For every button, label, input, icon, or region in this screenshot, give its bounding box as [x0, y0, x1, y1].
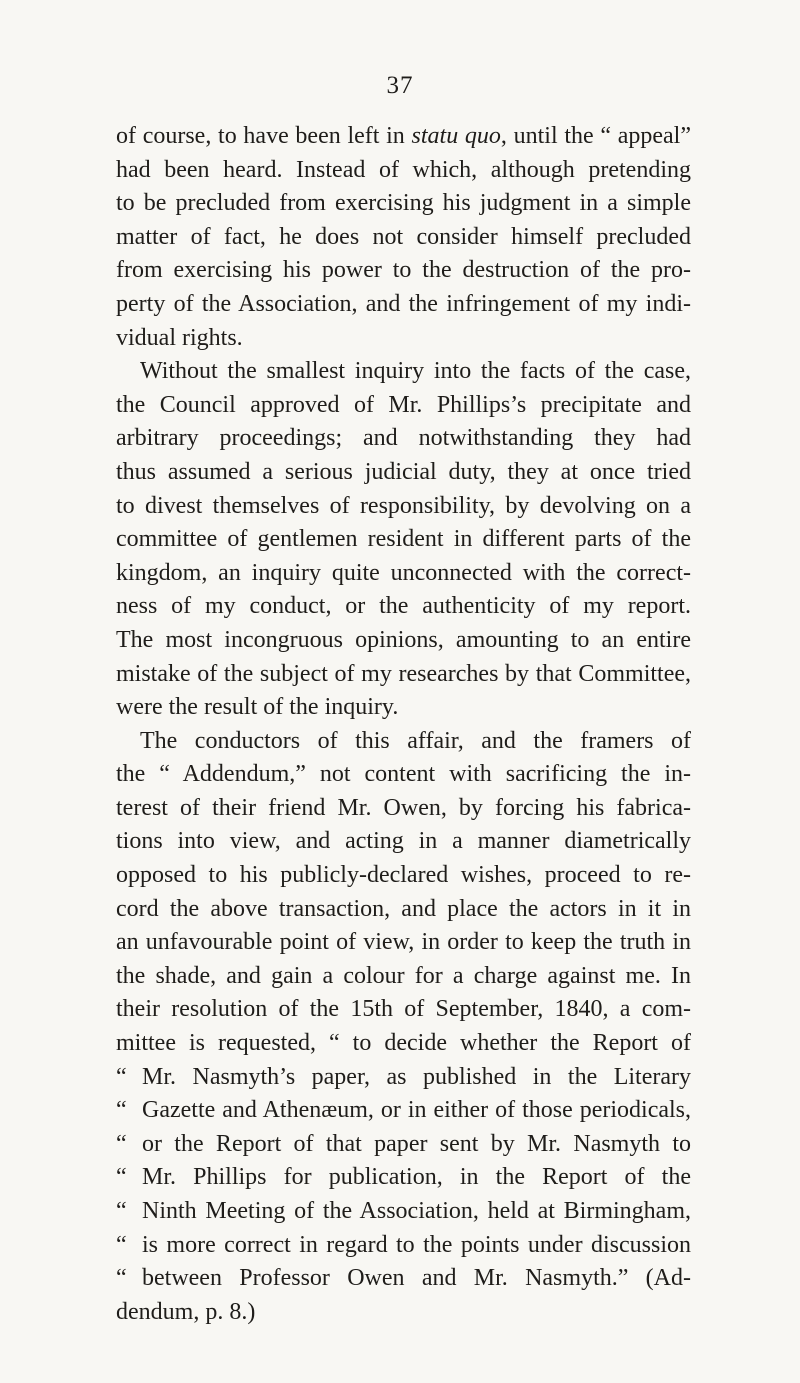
quote-mark: “ [116, 1265, 127, 1292]
quote-mark: “ [116, 1231, 127, 1258]
quote-mark: “ [116, 1130, 127, 1157]
text-line: the Council approved of Mr. Phillips’s precipitate and [116, 391, 691, 418]
paragraph [116, 355, 691, 725]
text-line: terest of their friend Mr. Owen, by forcing his fabrica- [116, 794, 691, 821]
text-line: to be precluded from exercising his judgment in a simple [116, 190, 691, 217]
text-line: committee of gentlemen resident in different parts of the [116, 526, 691, 553]
text-line: an unfavourable point of view, in order to keep the truth in [116, 929, 691, 956]
text-line: mittee is requested, “ to decide whether the Report of [116, 1030, 691, 1057]
text-line: of course, to have been left in statu quo, until the “ appeal” [116, 123, 691, 149]
text-line: The most incongruous opinions, amounting to an entire [116, 626, 691, 653]
page-number: 37 [386, 72, 414, 99]
text-line: The conductors of this affair, and the framers of [140, 727, 691, 754]
quote-mark: “ [116, 1097, 127, 1124]
text-line: opposed to his publicly-declared wishes, proceed to re- [116, 862, 691, 889]
text-line: dendum, p. 8.) [116, 1298, 256, 1325]
text-line: perty of the Association, and the infringement of my indi- [116, 290, 691, 317]
quoted-line: “ between Professor Owen and Mr. Nasmyth.” (Ad- [116, 1262, 691, 1296]
quote-mark: “ [116, 1063, 127, 1090]
text-line: the “ Addendum,” not content with sacrificing the in- [116, 761, 691, 788]
text-line: arbitrary proceedings; and notwithstanding they had [116, 425, 691, 452]
text-line: mistake of the subject of my researches by that Committee, [116, 660, 691, 687]
quoted-line: “ Mr. Nasmyth’s paper, as published in the Literary [116, 1061, 691, 1095]
text-line: tions into view, and acting in a manner diametrically [116, 828, 691, 855]
quoted-line: “ is more correct in regard to the points under discussion [116, 1229, 691, 1263]
paragraph [116, 120, 691, 355]
text-line: ness of my conduct, or the authenticity of my report. [116, 593, 691, 620]
text-line: vidual rights. [116, 324, 243, 351]
text-line: thus assumed a serious judicial duty, they at once tried [116, 458, 691, 485]
quoted-line: “ Ninth Meeting of the Association, held at Birmingham, [116, 1195, 691, 1229]
text-line: matter of fact, he does not consider himself precluded [116, 223, 691, 250]
text-line: had been heard. Instead of which, although pretending [116, 156, 691, 183]
text-line: Without the smallest inquiry into the facts of the case, [140, 358, 691, 385]
text-line: were the result of the inquiry. [116, 694, 399, 721]
text-line: the shade, and gain a colour for a charge against me. In [116, 962, 691, 989]
quote-mark: “ [116, 1164, 127, 1191]
text-line: from exercising his power to the destruction of the pro- [116, 257, 691, 284]
italic-phrase: statu quo [411, 123, 501, 149]
body-text [116, 120, 691, 1329]
paragraph [116, 725, 691, 1330]
text-line: kingdom, an inquiry quite unconnected with the correct- [116, 559, 691, 586]
quote-mark: “ [116, 1198, 127, 1224]
quoted-line: “ or the Report of that paper sent by Mr. Nasmyth to [116, 1128, 691, 1162]
text-line: their resolution of the 15th of September, 1840, a com- [116, 996, 691, 1023]
text-line: cord the above transaction, and place the actors in it in [116, 895, 691, 922]
text-line: to divest themselves of responsibility, by devolving on a [116, 492, 691, 519]
quoted-line: “ Gazette and Athenæum, or in either of those periodicals, [116, 1094, 691, 1128]
quoted-line: “ Mr. Phillips for publication, in the Report of the [116, 1161, 691, 1195]
